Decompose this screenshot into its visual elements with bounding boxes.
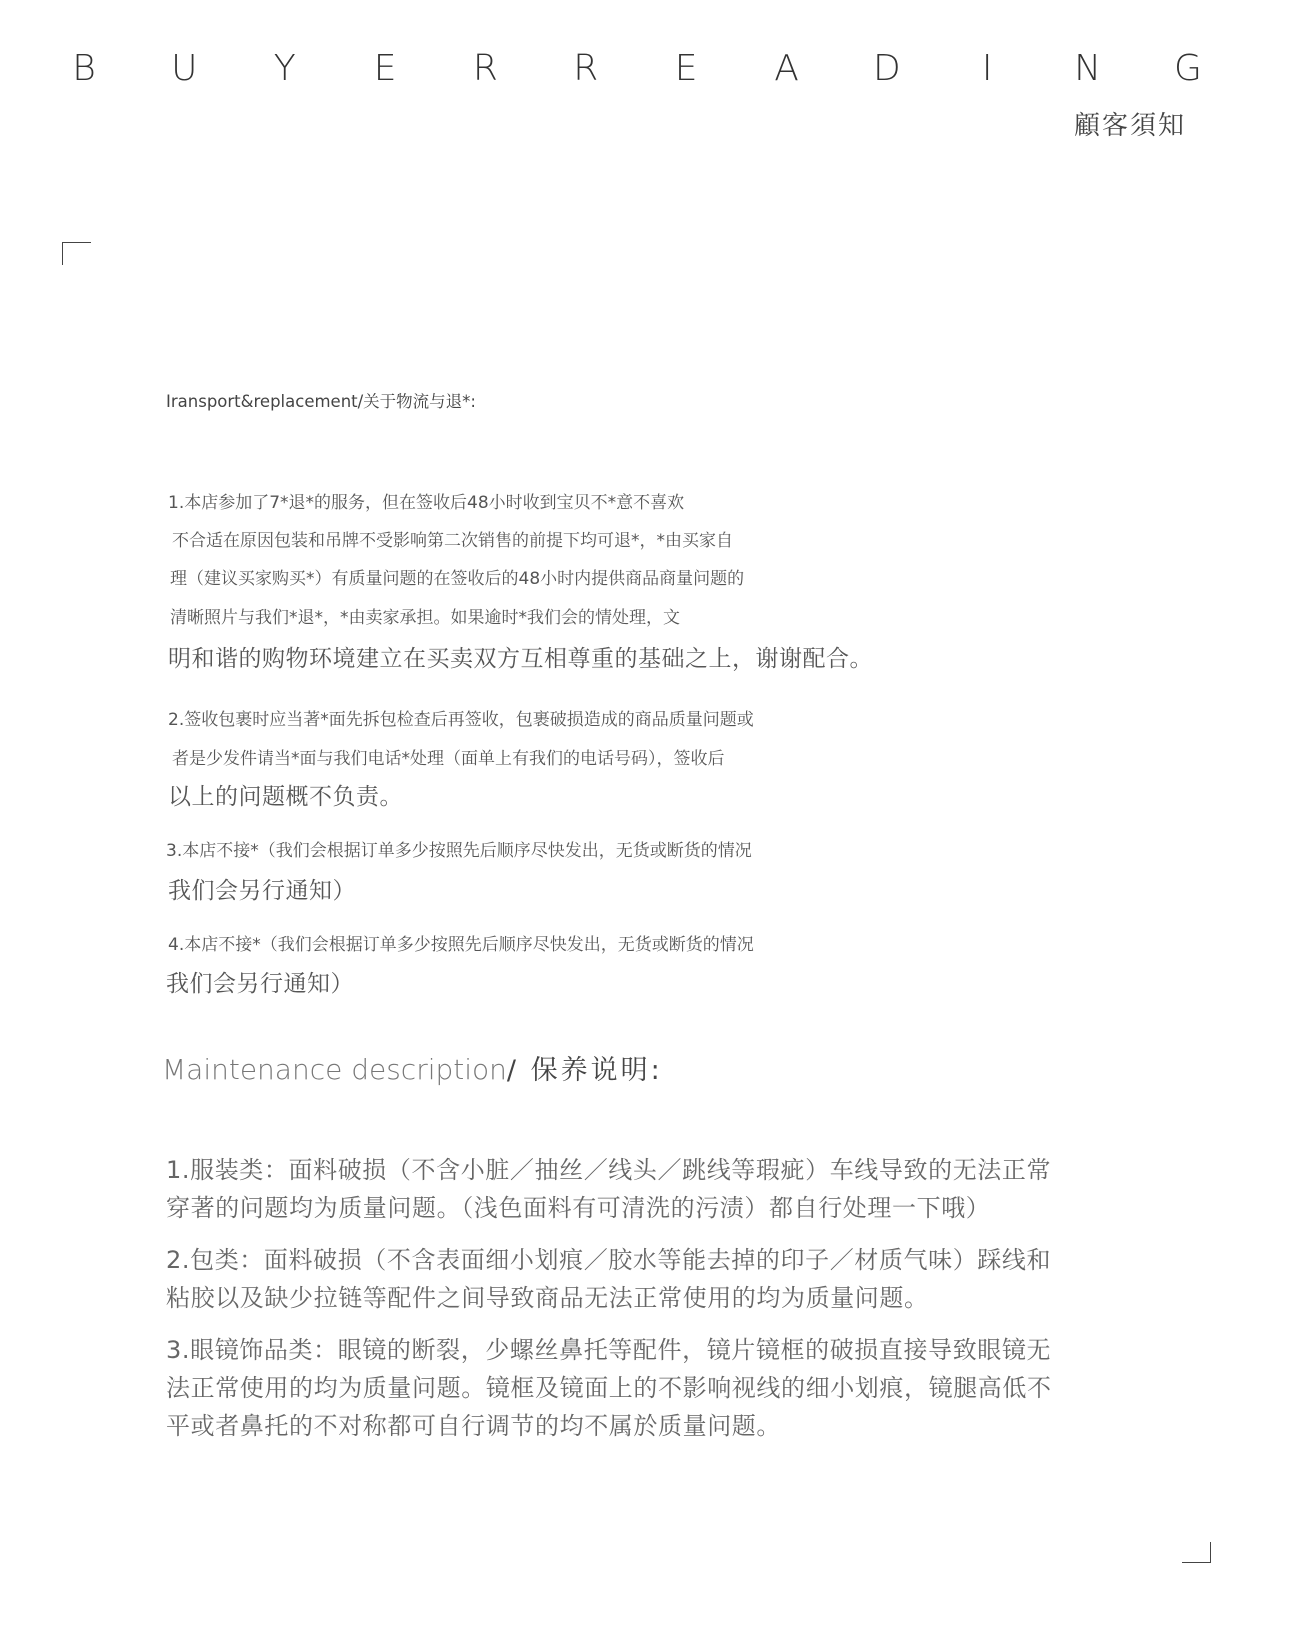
transport-item4-line: 4.本店不接*（我们会根据订单多少按照先后顺序尽快发出，无货或断货的情况 bbox=[168, 935, 754, 955]
transport-item2-line: 以上的问题概不负责。 bbox=[168, 784, 403, 810]
title-letter: E bbox=[674, 48, 698, 89]
maintenance-item2-line: 粘胶以及缺少拉链等配件之间导致商品无法正常使用的均为质量问题。 bbox=[166, 1284, 929, 1312]
transport-heading: Iransport&replacement/关于物流与退*: bbox=[166, 392, 476, 411]
page-subtitle: 顧客須知 bbox=[1073, 111, 1186, 141]
maintenance-item3-line: 平或者鼻托的不对称都可自行调节的均不属於质量问题。 bbox=[166, 1412, 781, 1440]
maintenance-item1-line: 穿著的问题均为质量问题。（浅色面料有可清洗的污渍）都自行处理一下哦） bbox=[166, 1194, 991, 1222]
transport-item1-line: 不合适在原因包装和吊牌不受影响第二次销售的前提下均可退*，*由买家自 bbox=[172, 531, 733, 551]
transport-item2-line: 者是少发件请当*面与我们电话*处理（面单上有我们的电话号码），签收后 bbox=[172, 749, 725, 769]
title-letter: B bbox=[72, 48, 96, 89]
corner-bracket-top-left bbox=[62, 242, 91, 265]
brand-title bbox=[66, 48, 1206, 90]
title-letter: U bbox=[171, 48, 198, 89]
transport-item2-line: 2.签收包裹时应当著*面先拆包检查后再签收，包裹破损造成的商品质量问题或 bbox=[168, 710, 754, 730]
maintenance-item3-line: 3.眼镜饰品类：眼镜的断裂，少螺丝鼻托等配件，镜片镜框的破损直接导致眼镜无 bbox=[166, 1336, 1052, 1364]
title-letter: A bbox=[774, 48, 799, 89]
transport-item1-line: 清晰照片与我们*退*，*由卖家承担。如果逾时*我们会的情处理，文 bbox=[170, 608, 680, 628]
transport-item3-line: 3.本店不接*（我们会根据订单多少按照先后顺序尽快发出，无货或断货的情况 bbox=[166, 841, 752, 861]
title-letter: N bbox=[1074, 48, 1102, 89]
transport-item1-line: 理（建议买家购买*）有质量问题的在签收后的48小时内提供商品商量问题的 bbox=[170, 569, 745, 589]
title-letter: Y bbox=[273, 48, 296, 89]
title-letter: G bbox=[1174, 48, 1202, 89]
transport-item4-line: 我们会另行通知） bbox=[166, 971, 354, 997]
maintenance-heading-cn: / 保养说明: bbox=[506, 1055, 663, 1086]
transport-item1-line: 1.本店参加了7*退*的服务，但在签收后48小时收到宝贝不*意不喜欢 bbox=[168, 493, 685, 513]
maintenance-heading bbox=[162, 1048, 663, 1087]
maintenance-heading-en: Maintenance description bbox=[162, 1053, 507, 1086]
maintenance-item2-line: 2.包类：面料破损（不含表面细小划痕／胶水等能去掉的印子／材质气味）踩线和 bbox=[166, 1246, 1052, 1274]
title-letter: R bbox=[472, 48, 498, 89]
transport-item3-line: 我们会另行通知） bbox=[168, 878, 356, 904]
maintenance-item1-line: 1.服装类：面料破损（不含小脏／抽丝／线头／跳线等瑕疵）车线导致的无法正常 bbox=[166, 1156, 1052, 1184]
maintenance-item3-line: 法正常使用的均为质量问题。镜框及镜面上的不影响视线的细小划痕，镜腿高低不 bbox=[166, 1374, 1052, 1402]
corner-bracket-bottom-right bbox=[1182, 1542, 1211, 1563]
title-letter: I bbox=[981, 48, 993, 89]
title-letter: D bbox=[873, 48, 901, 89]
title-letter: E bbox=[373, 48, 397, 89]
title-letter: R bbox=[573, 48, 599, 89]
transport-item1-line: 明和谐的购物环境建立在买卖双方互相尊重的基础之上，谢谢配合。 bbox=[168, 646, 873, 672]
